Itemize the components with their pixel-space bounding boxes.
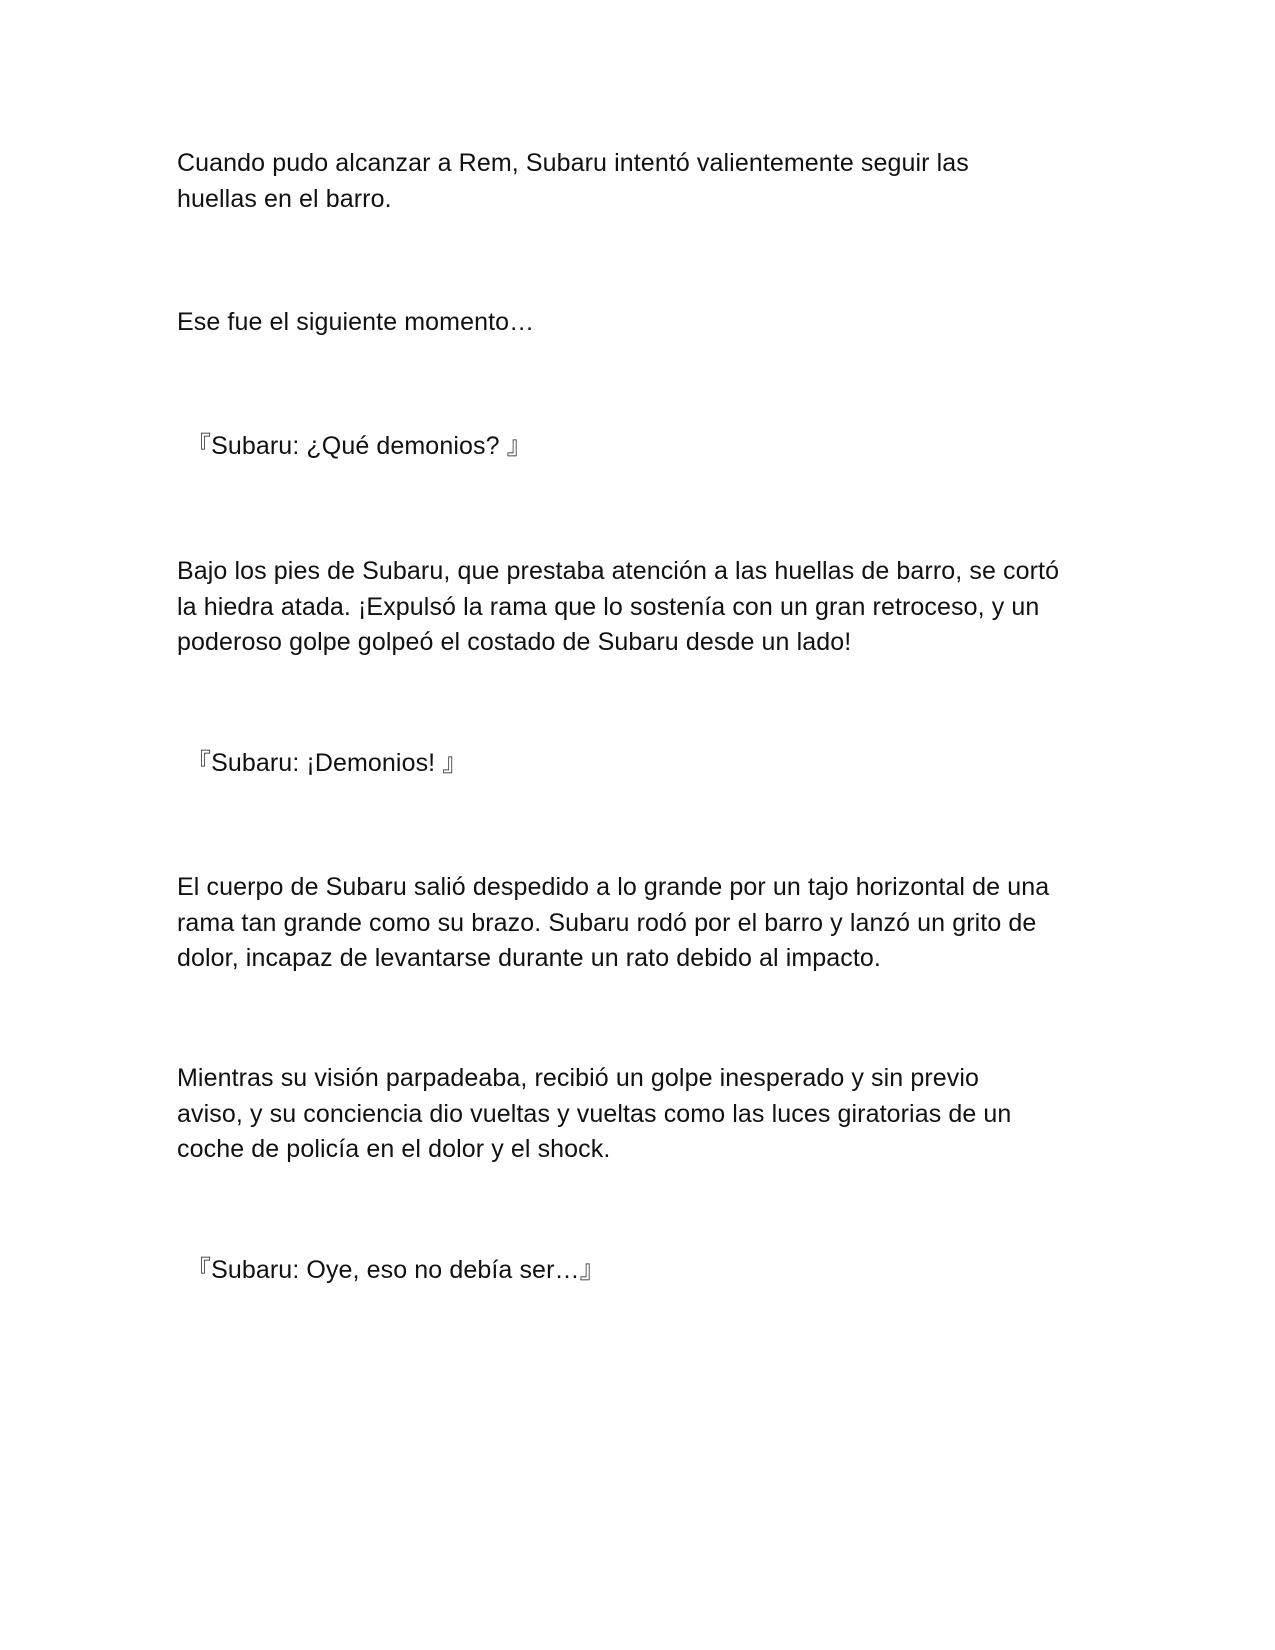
dialogue-damn — [186, 746, 1116, 782]
paragraph-ivy-trap — [177, 554, 1107, 661]
dialogue-what-the-hell — [186, 429, 1116, 465]
text-line: 『Subaru: ¡Demonios! 』 — [186, 749, 468, 777]
text-line: la hiedra atada. ¡Expulsó la rama que lo sostenía con un gran retroceso, y un — [177, 592, 1040, 621]
text-line: El cuerpo de Subaru salió despedido a lo grande por un tajo horizontal de una — [177, 873, 1050, 901]
text-line: aviso, y su conciencia dio vueltas y vueltas como las luces giratorias de un — [177, 1099, 1012, 1128]
text-line: Mientras su visión parpadeaba, recibió un golpe inesperado y sin previo — [177, 1064, 980, 1092]
text-line: rama tan grande como su brazo. Subaru rodó por el barro y lanzó un grito de — [177, 908, 1037, 937]
paragraph-flickering-vision — [177, 1061, 1107, 1168]
text-line: coche de policía en el dolor y el shock. — [177, 1135, 611, 1163]
dialogue-not-supposed-to-be — [186, 1253, 1116, 1289]
text-line: poderoso golpe golpeó el costado de Subaru desde un lado! — [177, 628, 852, 656]
paragraph-next-moment — [177, 305, 1107, 341]
paragraph-rem-footprints — [177, 146, 1107, 217]
text-line: 『Subaru: ¿Qué demonios? 』 — [186, 432, 532, 460]
text-line: dolor, incapaz de levantarse durante un rato debido al impacto. — [177, 944, 881, 972]
text-line: 『Subaru: Oye, eso no debía ser…』 — [186, 1256, 605, 1284]
text-line: Ese fue el siguiente momento… — [177, 308, 535, 336]
text-line: huellas en el barro. — [177, 184, 392, 213]
paragraph-branch-impact — [177, 870, 1107, 977]
text-line: Bajo los pies de Subaru, que prestaba atención a las huellas de barro, se cortó — [177, 557, 1060, 585]
text-line: Cuando pudo alcanzar a Rem, Subaru intentó valientemente seguir las — [177, 149, 969, 177]
